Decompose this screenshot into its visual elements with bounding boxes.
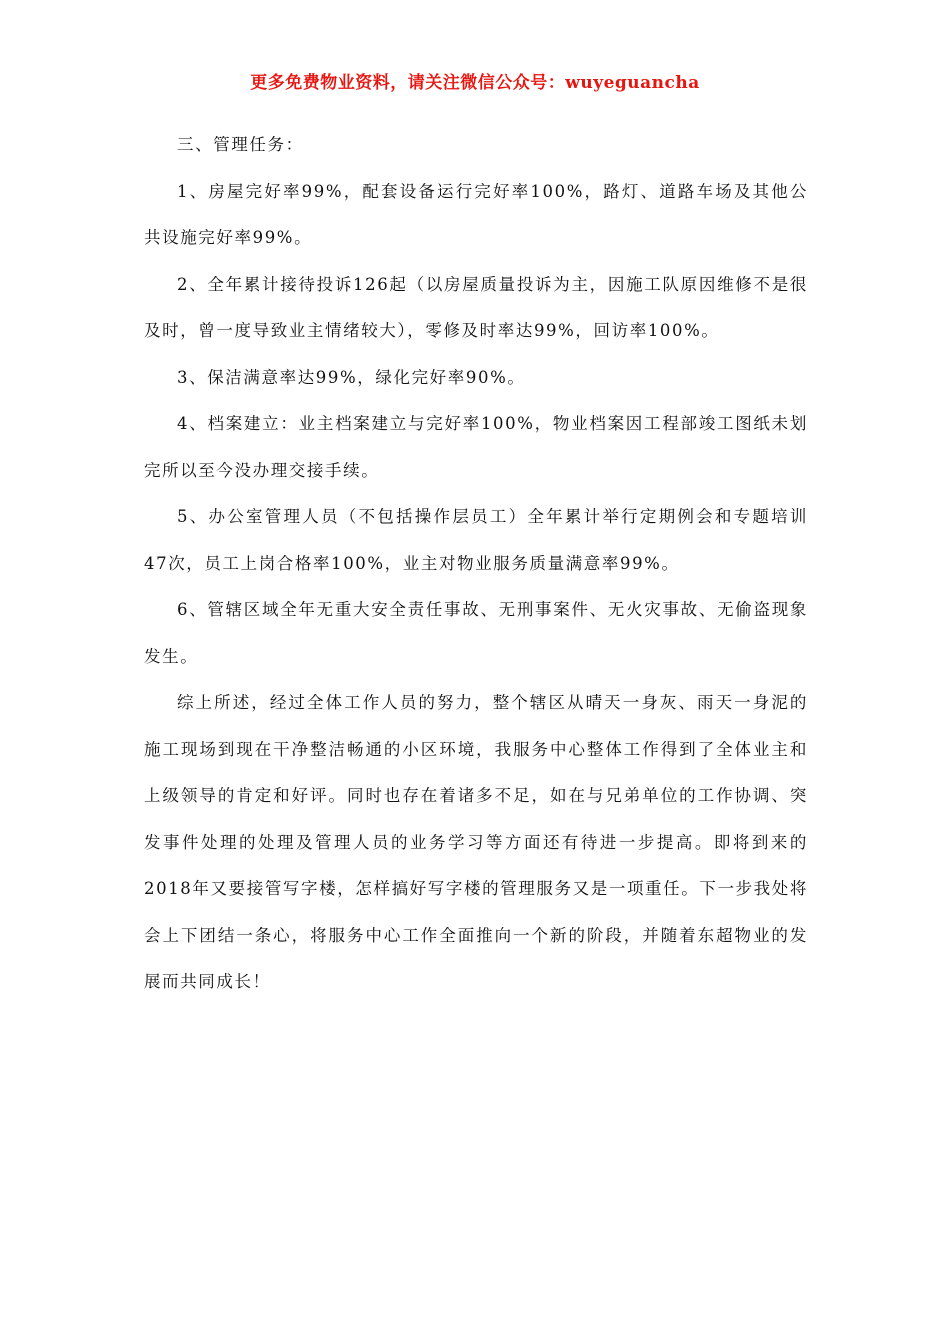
paragraph-item-5: 5、办公室管理人员（不包括操作层员工）全年累计举行定期例会和专题培训47次，员工上岗合格率100%，业主对物业服务质量满意率99%。 xyxy=(144,507,808,573)
section-heading: 三、管理任务： xyxy=(177,135,304,154)
paragraph-item-6: 6、管辖区域全年无重大安全责任事故、无刑事案件、无火灾事故、无偷盗现象发生。 xyxy=(144,600,808,666)
document-body xyxy=(144,122,808,1006)
summary-paragraph: 综上所述，经过全体工作人员的努力，整个辖区从晴天一身灰、雨天一身泥的施工现场到现在干净整洁畅通的小区环境，我服务中心整体工作得到了全体业主和上级领导的肯定和好评。同时也存在着诸多不足，如在与兄弟单位的工作协调、突发事件处理的处理及管理人员的业务学习等方面还有待进一步提高。即将到来的2018年又要接管写字楼，怎样搞好写字楼的管理服务又是一项重任。下一步我处将会上下团结一条心，将服务中心工作全面推向一个新的阶段，并随着东超物业的发展而共同成长！ xyxy=(144,693,808,991)
promo-banner: 更多免费物业资料，请关注微信公众号：wuyeguancha xyxy=(250,73,700,93)
paragraph-item-3: 3、保洁满意率达99%，绿化完好率90%。 xyxy=(177,367,526,387)
paragraph-item-4: 4、档案建立：业主档案建立与完好率100%，物业档案因工程部竣工图纸未划完所以至今没办理交接手续。 xyxy=(144,414,808,480)
paragraph-item-1: 1、房屋完好率99%，配套设备运行完好率100%，路灯、道路车场及其他公共设施完好率99%。 xyxy=(144,181,808,247)
paragraph-item-2: 2、全年累计接待投诉126起（以房屋质量投诉为主，因施工队原因维修不是很及时，曾一度导致业主情绪较大），零修及时率达99%，回访率100%。 xyxy=(144,274,808,340)
